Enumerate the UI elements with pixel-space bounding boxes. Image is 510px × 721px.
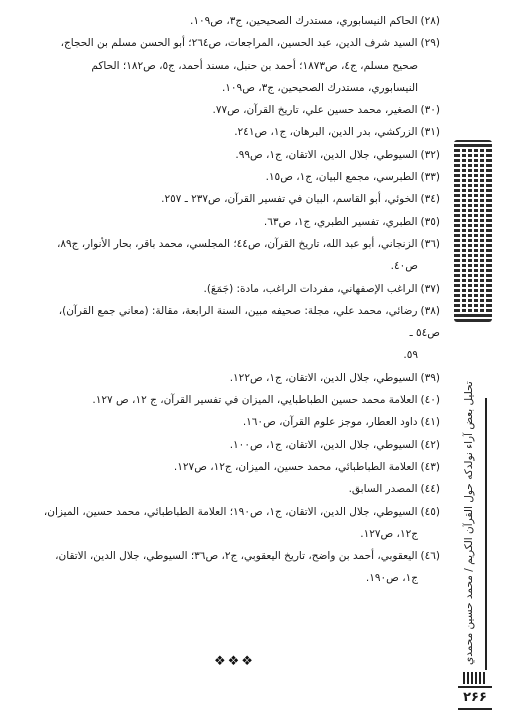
ornament-strip	[463, 672, 487, 684]
footnote-text-continued: ج١، ص١٩٠.	[365, 572, 418, 585]
footnote-text: الحاكم النيسابوري، مستدرك الصحيحين، ج٣، ص١٠٩.	[190, 15, 418, 27]
footnote-number: (٣٢)	[420, 148, 440, 161]
footnote	[40, 501, 440, 546]
footnote-text: الزركشي، بدر الدين، البرهان، ج١، ص٢٤١.	[234, 126, 418, 139]
footnote-number: (٤٠)	[420, 394, 440, 407]
footnote-number: (٣٧)	[420, 282, 440, 295]
footnote-text: الطبرسي، مجمع البيان، ج١، ص١٥.	[265, 171, 418, 184]
footnote	[40, 411, 440, 433]
running-title: تحلیل بعض آراء نولدکه حول القرآن الکریم / محمد حسین محمدي	[463, 381, 475, 665]
footnote	[40, 545, 440, 590]
footnote-number: (٣١)	[420, 126, 440, 139]
footnote	[40, 121, 440, 143]
footnote-text: الطبري، تفسير الطبري، ج١، ص٦٣.	[263, 215, 418, 228]
footnote-number: (٤٦)	[420, 550, 440, 563]
footnote	[40, 211, 440, 233]
footnote	[40, 300, 440, 367]
footnote-text-continued: ٥٩.	[403, 349, 418, 362]
footnote-number: (٣٨)	[420, 304, 440, 317]
footnote-number: (٣٤)	[420, 193, 440, 206]
footnote-text: السيوطي، جلال الدين، الاتقان، ج١، ص٩٩.	[235, 148, 418, 161]
footnote	[40, 99, 440, 121]
footnote-text-continued: ص٤٠.	[390, 260, 418, 273]
footnote	[40, 434, 440, 456]
footnote-text: داود العطار، موجز علوم القرآن، ص١٦٠.	[242, 416, 418, 429]
footnote-text: العلامة محمد حسين الطباطبايي، الميزان في تفسير القرآن، ج ١٢، ص ١٢٧.	[92, 394, 418, 407]
footnote-text-continued: ج١٢، ص١٢٧.	[360, 527, 418, 540]
footnote	[40, 278, 440, 300]
footnote	[40, 478, 440, 500]
footnote-number: (٢٩)	[420, 37, 440, 50]
footnote	[40, 144, 440, 166]
footnote-text: السيد شرف الدين، عبد الحسين، المراجعات، ص٢٦٤؛ أبو الحسن مسلم بن الحجاج،	[60, 37, 418, 50]
page-number: ۲۶۶	[458, 686, 492, 710]
footnote-number: (٤٤)	[420, 483, 440, 496]
footnote	[40, 32, 440, 99]
footnote-text-continued: صحيح مسلم، ج٤، ص١٨٧٣؛ أحمد بن حنبل، مسند أحمد، ج٥، ص١٨٢؛ الحاكم	[91, 59, 418, 72]
footnote-text: الخوئي، أبو القاسم، البيان في تفسير القرآن، ص٢٣٧ ـ ٢٥٧.	[161, 193, 418, 206]
footnote-number: (٤٢)	[420, 438, 440, 451]
footnote-number: (٣٦)	[420, 237, 440, 250]
footnote-text: السيوطي، جلال الدين، الاتقان، ج١، ص١٠٠.	[229, 438, 418, 451]
footnote-text: السيوطي، جلال الدين، الاتقان، ج١، ص١٩٠؛ العلامة الطباطبائي، محمد حسين، الميزان،	[43, 505, 418, 518]
footnote-text: رضائي، محمد علي، مجلة: صحيفه مبين، السنة الرابعة، مقالة: (معاني جمع القرآن)، ص٥٤ ـ	[58, 304, 440, 340]
footnote-text: الزنجاني، أبو عبد الله، تاريخ القرآن، ص٤٤؛ المجلسي، محمد باقر، بحار الأنوار، ج٨٩،	[57, 237, 418, 250]
footnote-number: (٣٥)	[420, 215, 440, 228]
footnote-text: السيوطي، جلال الدين، الاتقان، ج١، ص١٢٢.	[229, 371, 418, 384]
footnote-text: الراغب الإصفهاني، مفردات الراغب، مادة: (جَمَعَ).	[203, 282, 418, 295]
footnote-number: (٤٣)	[420, 460, 440, 473]
footnotes-list	[40, 10, 440, 590]
footnote-text: اليعقوبي، أحمد بن واضح، تاريخ اليعقوبي، ج٢، ص٣٦؛ السيوطي، جلال الدين، الاتقان،	[55, 550, 418, 563]
footnote-number: (٢٨)	[420, 15, 440, 27]
footnote	[40, 188, 440, 210]
calligraphy-emblem	[454, 140, 492, 322]
footnote-text-continued: النيسابوري، مستدرك الصحيحين، ج٣، ص١٠٩.	[221, 81, 418, 94]
footnote	[40, 367, 440, 389]
footnote-text: المصدر السابق.	[348, 483, 418, 496]
footnote-text: الصغير، محمد حسين علي، تاريخ القرآن، ص٧٧.	[212, 104, 418, 117]
section-divider: ❖❖❖	[214, 654, 255, 669]
footnote	[40, 389, 440, 411]
footnote	[40, 456, 440, 478]
footnote-number: (٤١)	[420, 416, 440, 429]
margin-rule	[485, 398, 487, 670]
footnote-number: (٤٥)	[420, 505, 440, 518]
footnote-number: (٣٠)	[420, 104, 440, 117]
footnote	[40, 10, 440, 32]
footnote	[40, 233, 440, 278]
footnote-number: (٣٣)	[420, 171, 440, 184]
footnote-text: العلامة الطباطبائي، محمد حسين، الميزان، ج١٢، ص١٢٧.	[173, 460, 418, 473]
footnote-number: (٣٩)	[420, 371, 440, 384]
footnote	[40, 166, 440, 188]
